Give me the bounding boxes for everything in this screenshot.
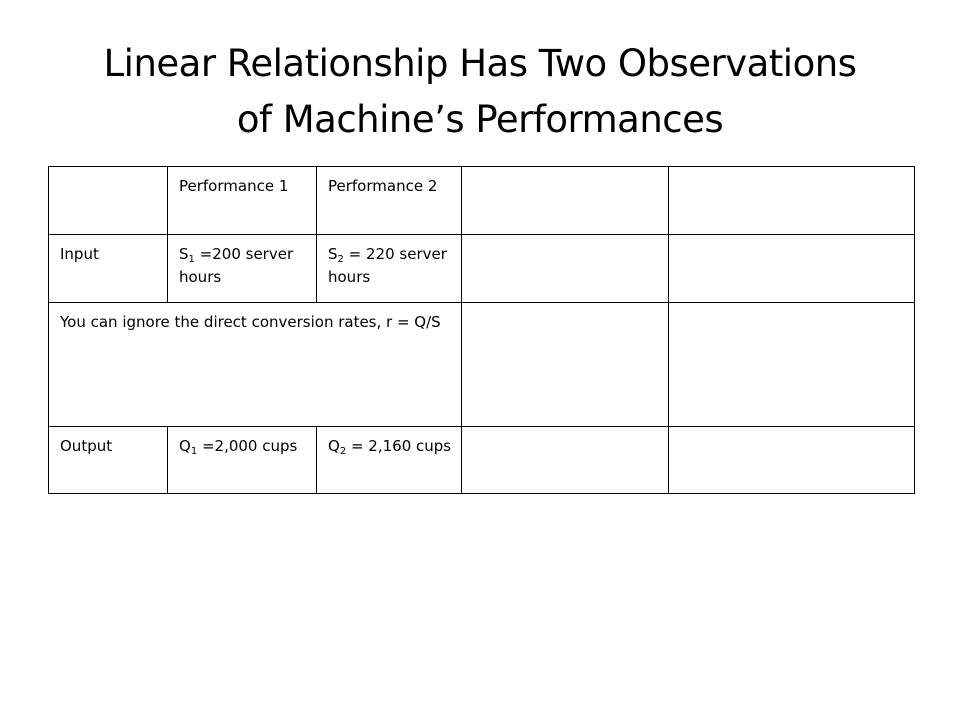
cell-blank [669, 427, 915, 494]
input-value-1: =200 server hours [179, 245, 294, 286]
table-header-row [49, 167, 915, 235]
slide-title-line-1: Linear Relationship Has Two Observations [103, 42, 857, 85]
cell-blank [669, 235, 915, 303]
subscript-1: 1 [190, 446, 198, 457]
input-value-2: = 220 server hours [328, 245, 447, 286]
symbol-q: Q [328, 437, 340, 455]
output-value-2: = 2,160 cups [346, 437, 452, 455]
cell-output-performance-2 [317, 427, 462, 494]
cell-blank [669, 303, 915, 427]
cell-blank [462, 235, 669, 303]
symbol-s: S [328, 245, 338, 263]
output-value-1: =2,000 cups [197, 437, 298, 455]
table-row-input [49, 235, 915, 303]
slide-title [0, 36, 960, 148]
row-label-input: Input [49, 235, 168, 303]
subscript-2: 2 [339, 446, 347, 457]
cell-input-performance-2 [317, 235, 462, 303]
header-cell-performance-2: Performance 2 [317, 167, 462, 235]
performance-table [48, 166, 915, 494]
header-cell-blank-5 [669, 167, 915, 235]
header-cell-performance-1: Performance 1 [168, 167, 317, 235]
cell-blank [462, 303, 669, 427]
slide-title-line-2: of Machine’s Performances [236, 98, 724, 141]
table-row-note [49, 303, 915, 427]
symbol-q: Q [179, 437, 191, 455]
header-cell-blank-4 [462, 167, 669, 235]
cell-output-performance-1 [168, 427, 317, 494]
note-cell: You can ignore the direct conversion rates, r = Q/S [49, 303, 462, 427]
symbol-s: S [179, 245, 189, 263]
row-label-output: Output [49, 427, 168, 494]
cell-blank [462, 427, 669, 494]
header-cell-empty [49, 167, 168, 235]
subscript-2: 2 [337, 254, 344, 265]
cell-input-performance-1 [168, 235, 317, 303]
table-row-output [49, 427, 915, 494]
subscript-1: 1 [188, 254, 195, 265]
